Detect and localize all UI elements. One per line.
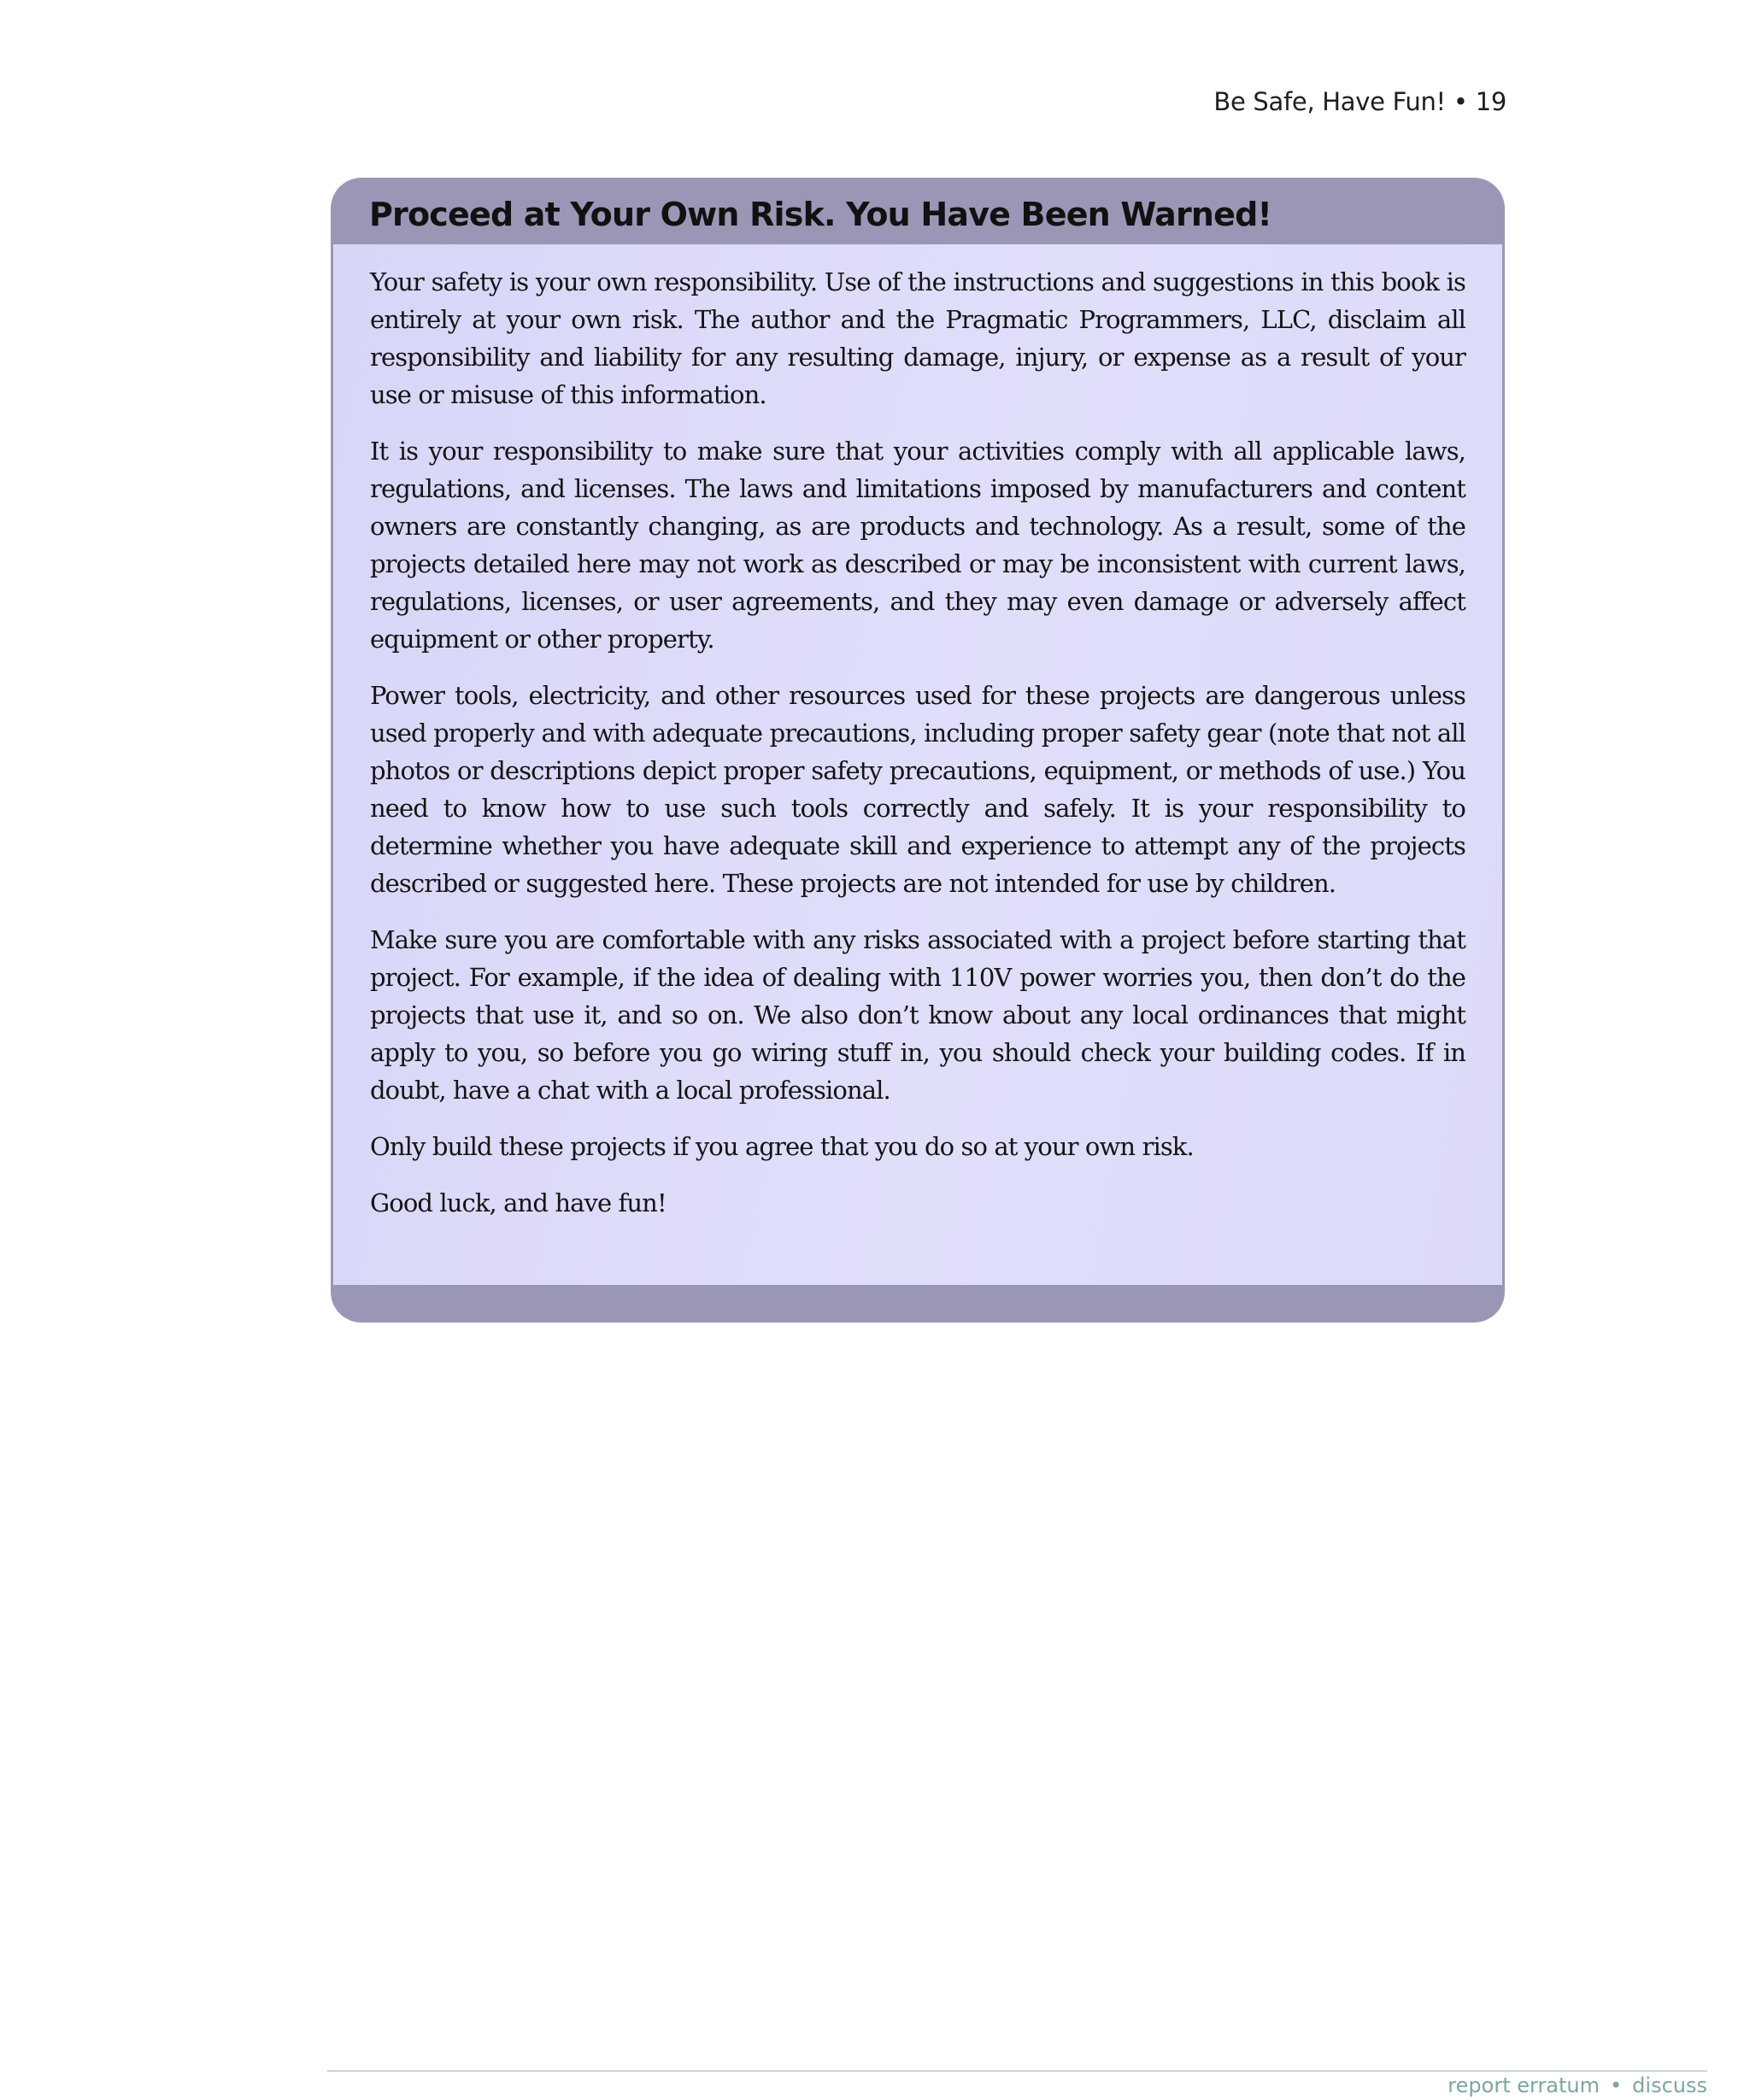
sidebar-paragraph-4: Make sure you are comfortable with any risks associated with a project before starting that project. For example, if the idea of dealing with 110V power worries you, then don’t do the projects that use it, and so on. We also don’t know about any local ordinances that might apply to you, so before you go wiring stuff in, you should check your building codes. If in doubt, have a chat with a local professional. <box>370 925 1465 1105</box>
running-head-separator: • <box>1453 87 1468 116</box>
sidebar-paragraph-3: Power tools, electricity, and other resources used for these projects are dangerous unless used properly and with adequate precautions, including proper safety gear (note that not all photos or descriptions depict proper safety precautions, equipment, or methods of use.) You need to know how to use such tools correctly and safely. It is your responsibility to determine whether you have adequate skill and experience to attempt any of the projects described or suggested here. These projects are not intended for use by children. <box>370 681 1465 898</box>
running-head-title: Be Safe, Have Fun! <box>1213 87 1446 116</box>
sidebar-paragraph-2: It is your responsibility to make sure that your activities comply with all applicable laws, regulations, and licenses. The laws and limitations imposed by manufacturers and content owners are constantly changing, as are products and technology. As a result, some of the projects detailed here may not work as described or may be inconsistent with current laws, regulations, licenses, or user agreements, and they may even damage or adversely affect equipment or other property. <box>370 437 1465 654</box>
sidebar-paragraph-5: Only build these projects if you agree that you do so at your own risk. <box>370 1132 1194 1161</box>
page-number: 19 <box>1475 87 1506 116</box>
footer-separator: • <box>1610 2074 1623 2097</box>
sidebar-body <box>333 244 1502 1285</box>
running-head <box>1213 87 1506 116</box>
warning-sidebar <box>331 178 1505 1323</box>
sidebar-paragraph-6: Good luck, and have fun! <box>370 1188 667 1217</box>
footer-links <box>1448 2074 1707 2097</box>
report-erratum-link[interactable]: report erratum <box>1448 2074 1600 2097</box>
discuss-link[interactable]: discuss <box>1632 2074 1707 2097</box>
sidebar-paragraph-1: Your safety is your own responsibility. Use of the instructions and suggestions in this book is entirely at your own risk. The author and the Pragmatic Programmers, LLC, disclaim all responsibility and liability for any resulting damage, injury, or expense as a result of your use or misuse of this information. <box>370 267 1465 409</box>
sidebar-title: Proceed at Your Own Risk. You Have Been Warned! <box>369 196 1272 233</box>
footer-divider <box>327 2070 1707 2072</box>
